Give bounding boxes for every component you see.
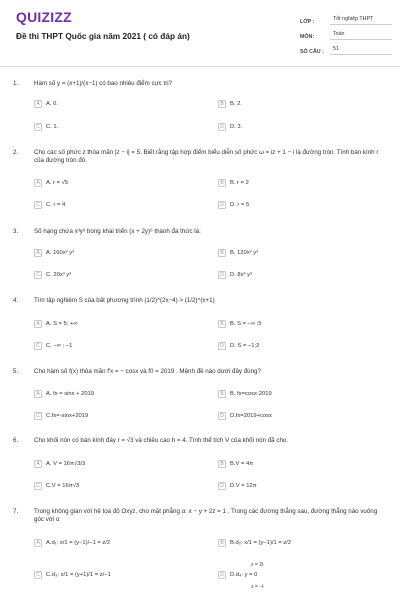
option-a[interactable] [34,538,110,548]
option-text: C. −∞ ; −1 [46,343,73,349]
option-d-system-line-1: x = 2t [251,562,264,568]
question-text: Cho khối nón có bán kính đáy r = √3 và chiều cao h = 4. Tính thể tích V của khối nón đã cho. [34,437,289,444]
meta-label: MÔN: [300,34,315,40]
option-letter: C [34,342,42,350]
option-b[interactable] [218,178,249,188]
option-letter: B [218,460,226,468]
meta-label: SỐ CÂU : [300,49,324,55]
option-letter: C [34,412,42,420]
option-letter: C [34,201,42,209]
option-text: B. 120x³ y³ [230,250,259,256]
question-number: 6. [13,437,19,444]
option-letter: B [218,320,226,328]
option-text: B. S = −∞ ;5 [230,321,262,327]
meta-info [300,10,392,55]
option-text: A. S = 5; +∞ [46,321,78,327]
option-letter: D [218,342,226,350]
option-text: A. 0. [46,101,58,107]
worksheet-header [0,0,400,66]
option-d[interactable] [218,481,257,491]
option-letter: A [34,460,42,468]
option-c[interactable] [34,481,79,491]
meta-value: 51 [330,46,392,55]
option-text: B.d₂: x/1 = (y−1)/1 = z/2 [230,540,292,546]
option-text: D.d₄: y = 0 [230,572,258,578]
option-text: A. 160x³ y³ [46,250,75,256]
option-text: A.d₁: x/1 = (y−1)/−1 = z/2 [46,540,111,546]
option-b[interactable] [218,538,291,548]
question-number: 4. [13,297,19,304]
option-c[interactable] [34,200,65,210]
option-letter: C [34,123,42,131]
option-letter: C [34,271,42,279]
option-b[interactable] [218,99,242,109]
option-letter: B [218,249,226,257]
option-text: D. 3. [230,124,243,130]
option-text: C. 1. [46,124,59,130]
option-a[interactable] [34,459,85,469]
option-text: A. fx = sinx + 2019 [46,391,95,397]
option-b[interactable] [218,248,258,258]
option-d[interactable] [218,270,252,280]
option-text: C.d₃: x/1 = (y+1)/1 = z/−1 [46,572,111,578]
option-d[interactable] [218,570,257,580]
option-c[interactable] [34,411,88,421]
question-number: 5. [13,368,19,375]
option-text: C.fx=-sinx+2019 [46,413,89,419]
option-text: A. V = 16π√3/3 [46,461,86,467]
question-text: Hàm số y = (x+1)/(x−1) có bao nhiêu điểm cực trị? [34,80,173,87]
option-text: D. r = 5 [230,202,250,208]
option-c[interactable] [34,122,58,132]
option-d[interactable] [218,411,272,421]
option-text: D.fx=2019+cosx [230,413,272,419]
meta-row-subject [300,25,392,40]
option-letter: D [218,571,226,579]
option-letter: B [218,539,226,547]
option-d[interactable] [218,341,259,351]
question-text: Cho hàm số f(x) thỏa mãn f′x = − cosx và f0 = 2019 . Mệnh đề nào dưới đây đúng? [34,368,261,375]
option-letter: D [218,482,226,490]
question-number: 7. [13,508,19,515]
option-letter: A [34,390,42,398]
option-b[interactable] [218,319,262,329]
option-text: B.V = 4π [230,461,254,467]
option-text: B. r = 2 [230,180,249,186]
option-d-system-line-2: z = −t [251,584,264,590]
option-d[interactable] [218,122,242,132]
option-letter: D [218,271,226,279]
question-text: Tìm tập nghiệm S của bất phương trình (1/2)^(2x−4) > (1/2)^(x+1) [34,297,215,304]
option-text: C.V = 16π√3 [46,483,80,489]
meta-label: LỚP : [300,19,315,25]
option-letter: D [218,123,226,131]
option-letter: C [34,482,42,490]
header-divider [0,66,400,67]
option-letter: C [34,571,42,579]
option-letter: A [34,539,42,547]
meta-value: Toán [330,31,392,40]
meta-value: Tốt nghiệp THPT [330,16,392,25]
option-letter: D [218,201,226,209]
option-letter: B [218,390,226,398]
option-c[interactable] [34,341,72,351]
question-number: 3. [13,228,19,235]
option-c[interactable] [34,270,71,280]
option-text: B. fx=cosx-2019 [230,391,272,397]
option-text: A. r = √5 [46,180,69,186]
option-letter: A [34,320,42,328]
option-c[interactable] [34,570,111,580]
question-number: 2. [13,149,19,156]
option-letter: D [218,412,226,420]
question-number: 1. [13,80,19,87]
option-a[interactable] [34,99,58,109]
option-a[interactable] [34,389,94,399]
option-letter: B [218,179,226,187]
meta-row-grade [300,10,392,25]
quizizz-logo: QUIZIZZ [16,9,72,25]
question-text: Trong không gian với hệ tọa độ Oxyz, cho mặt phẳng α: x − y + 2z = 1 . Trong các đường thẳng sau, đường thẳng nào vuông góc với α [34,508,378,524]
option-text: D.V = 12π [230,483,257,489]
option-b[interactable] [218,389,272,399]
page-title: Đề thi THPT Quốc gia năm 2021 ( có đáp án) [16,31,190,41]
option-text: C. r = 4 [46,202,66,208]
question-text: Cho các số phức z thỏa mãn |z − i| = 5. Biết rằng tập hợp điểm biểu diễn số phức ω = iz + 1 − i là đường tròn. Tính bán kính r của đường tròn đó. [34,149,379,165]
option-letter: A [34,179,42,187]
option-letter: B [218,100,226,108]
option-text: D. S = −1;2 [230,343,260,349]
question-text: Số hạng chứa x³y³ trong khai triển (x + 2y)⁶ thành đa thức là: [34,228,201,235]
option-d[interactable] [218,200,249,210]
option-text: D. 8x³ y³ [230,272,252,278]
option-text: C. 20x³ y³ [46,272,72,278]
option-letter: A [34,249,42,257]
option-a[interactable] [34,319,78,329]
option-a[interactable] [34,178,68,188]
option-text: B. 2. [230,101,242,107]
option-letter: A [34,100,42,108]
meta-row-count [300,40,392,55]
option-a[interactable] [34,248,74,258]
option-b[interactable] [218,459,253,469]
